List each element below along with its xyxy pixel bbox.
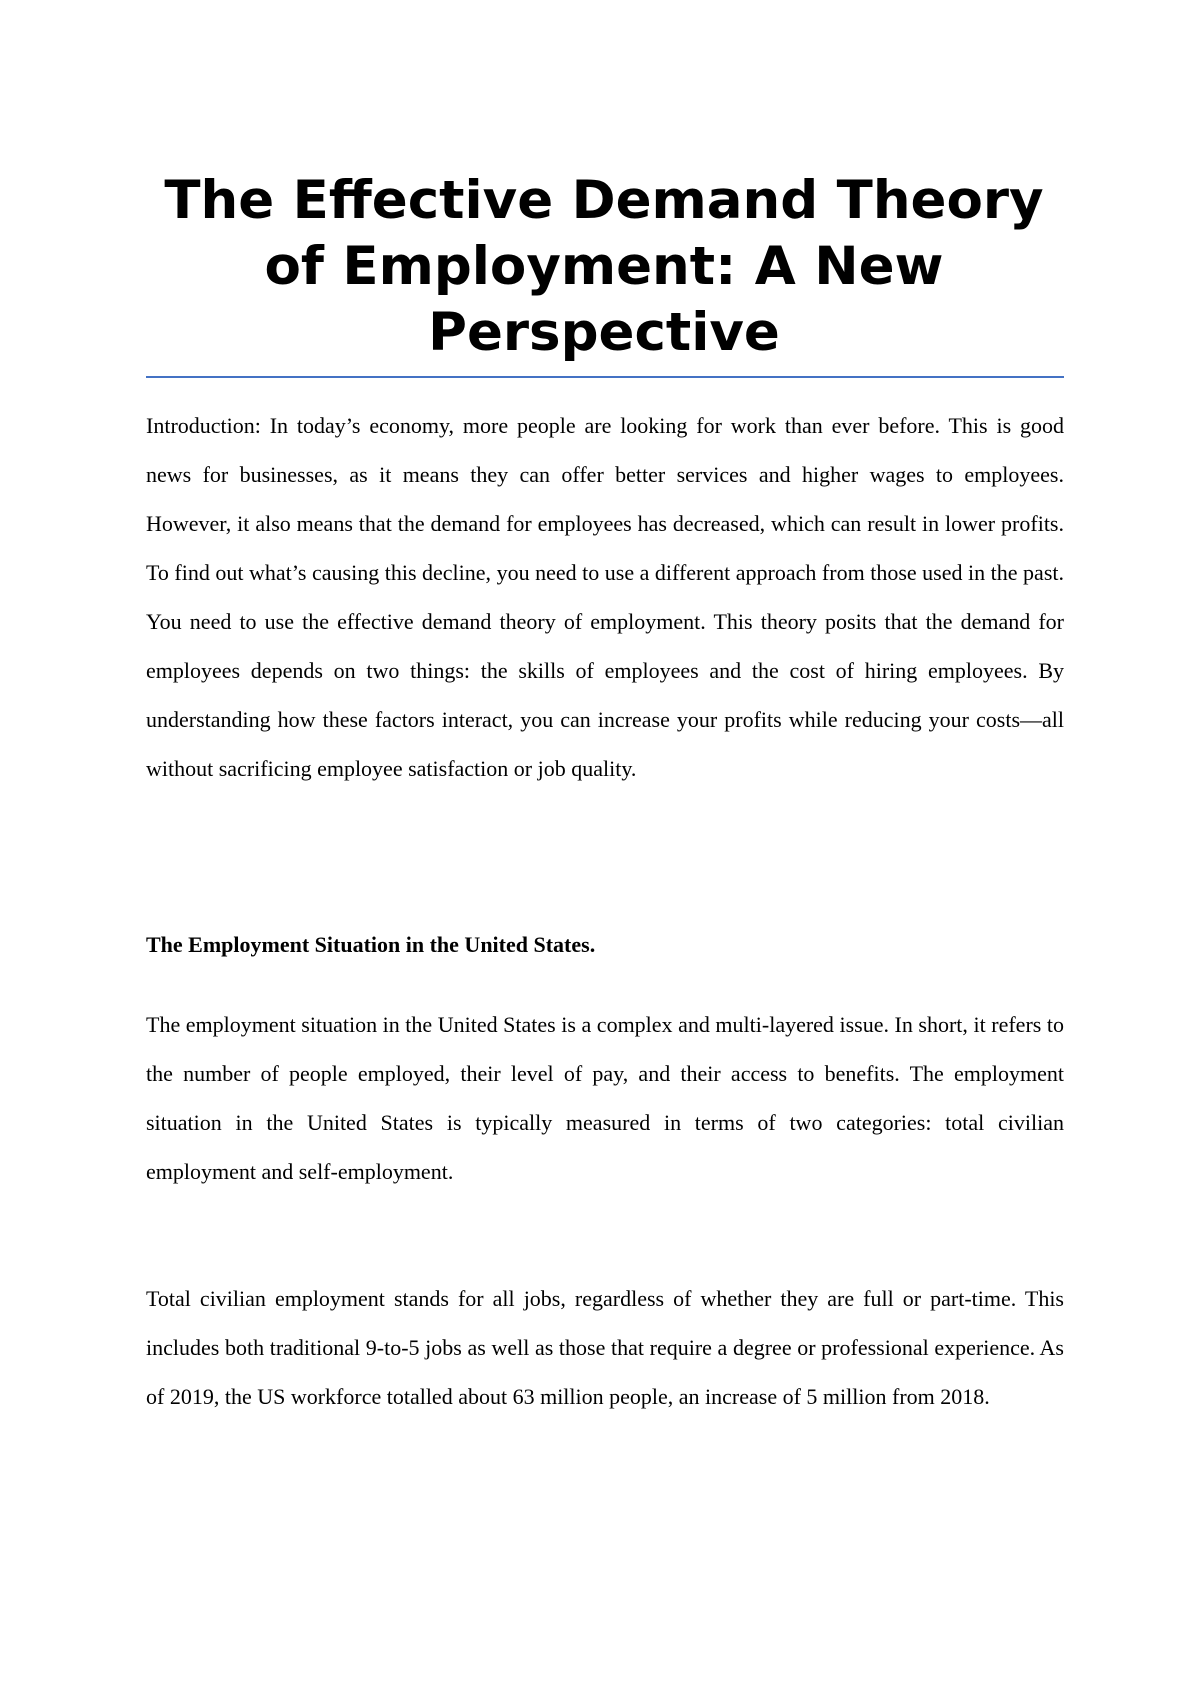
body-paragraph-2: Total civilian employment stands for all jobs, regardless of whether they are full or part-time. This includes both traditional 9-to-5 jobs as well as those that require a degree or professional experience. As of 2019, the US workforce totalled about 63 million people, an increase of 5 million from 2018.	[146, 1286, 1064, 1409]
title-underline-rule	[146, 376, 1064, 378]
section-heading: The Employment Situation in the United States.	[146, 932, 596, 957]
body-paragraph-1: The employment situation in the United States is a complex and multi-layered issue. In short, it refers to the number of people employed, their level of pay, and their access to benefits. The employment situation in the United States is typically measured in terms of two categories: total civilian employment and self-employment.	[146, 1012, 1064, 1184]
document-title: The Effective Demand Theory of Employment: A New Perspective	[164, 170, 1044, 363]
intro-paragraph: Introduction: In today’s economy, more people are looking for work than ever before. This is good news for businesses, as it means they can offer better services and higher wages to employees. However, it also means that the demand for employees has decreased, which can result in lower profits. To find out what’s causing this decline, you need to use a different approach from those used in the past. You need to use the effective demand theory of employment. This theory posits that the demand for employees depends on two things: the skills of employees and the cost of hiring employees. By understanding how these factors interact, you can increase your profits while reducing your costs—all without sacrificing employee satisfaction or job quality.	[146, 413, 1064, 781]
